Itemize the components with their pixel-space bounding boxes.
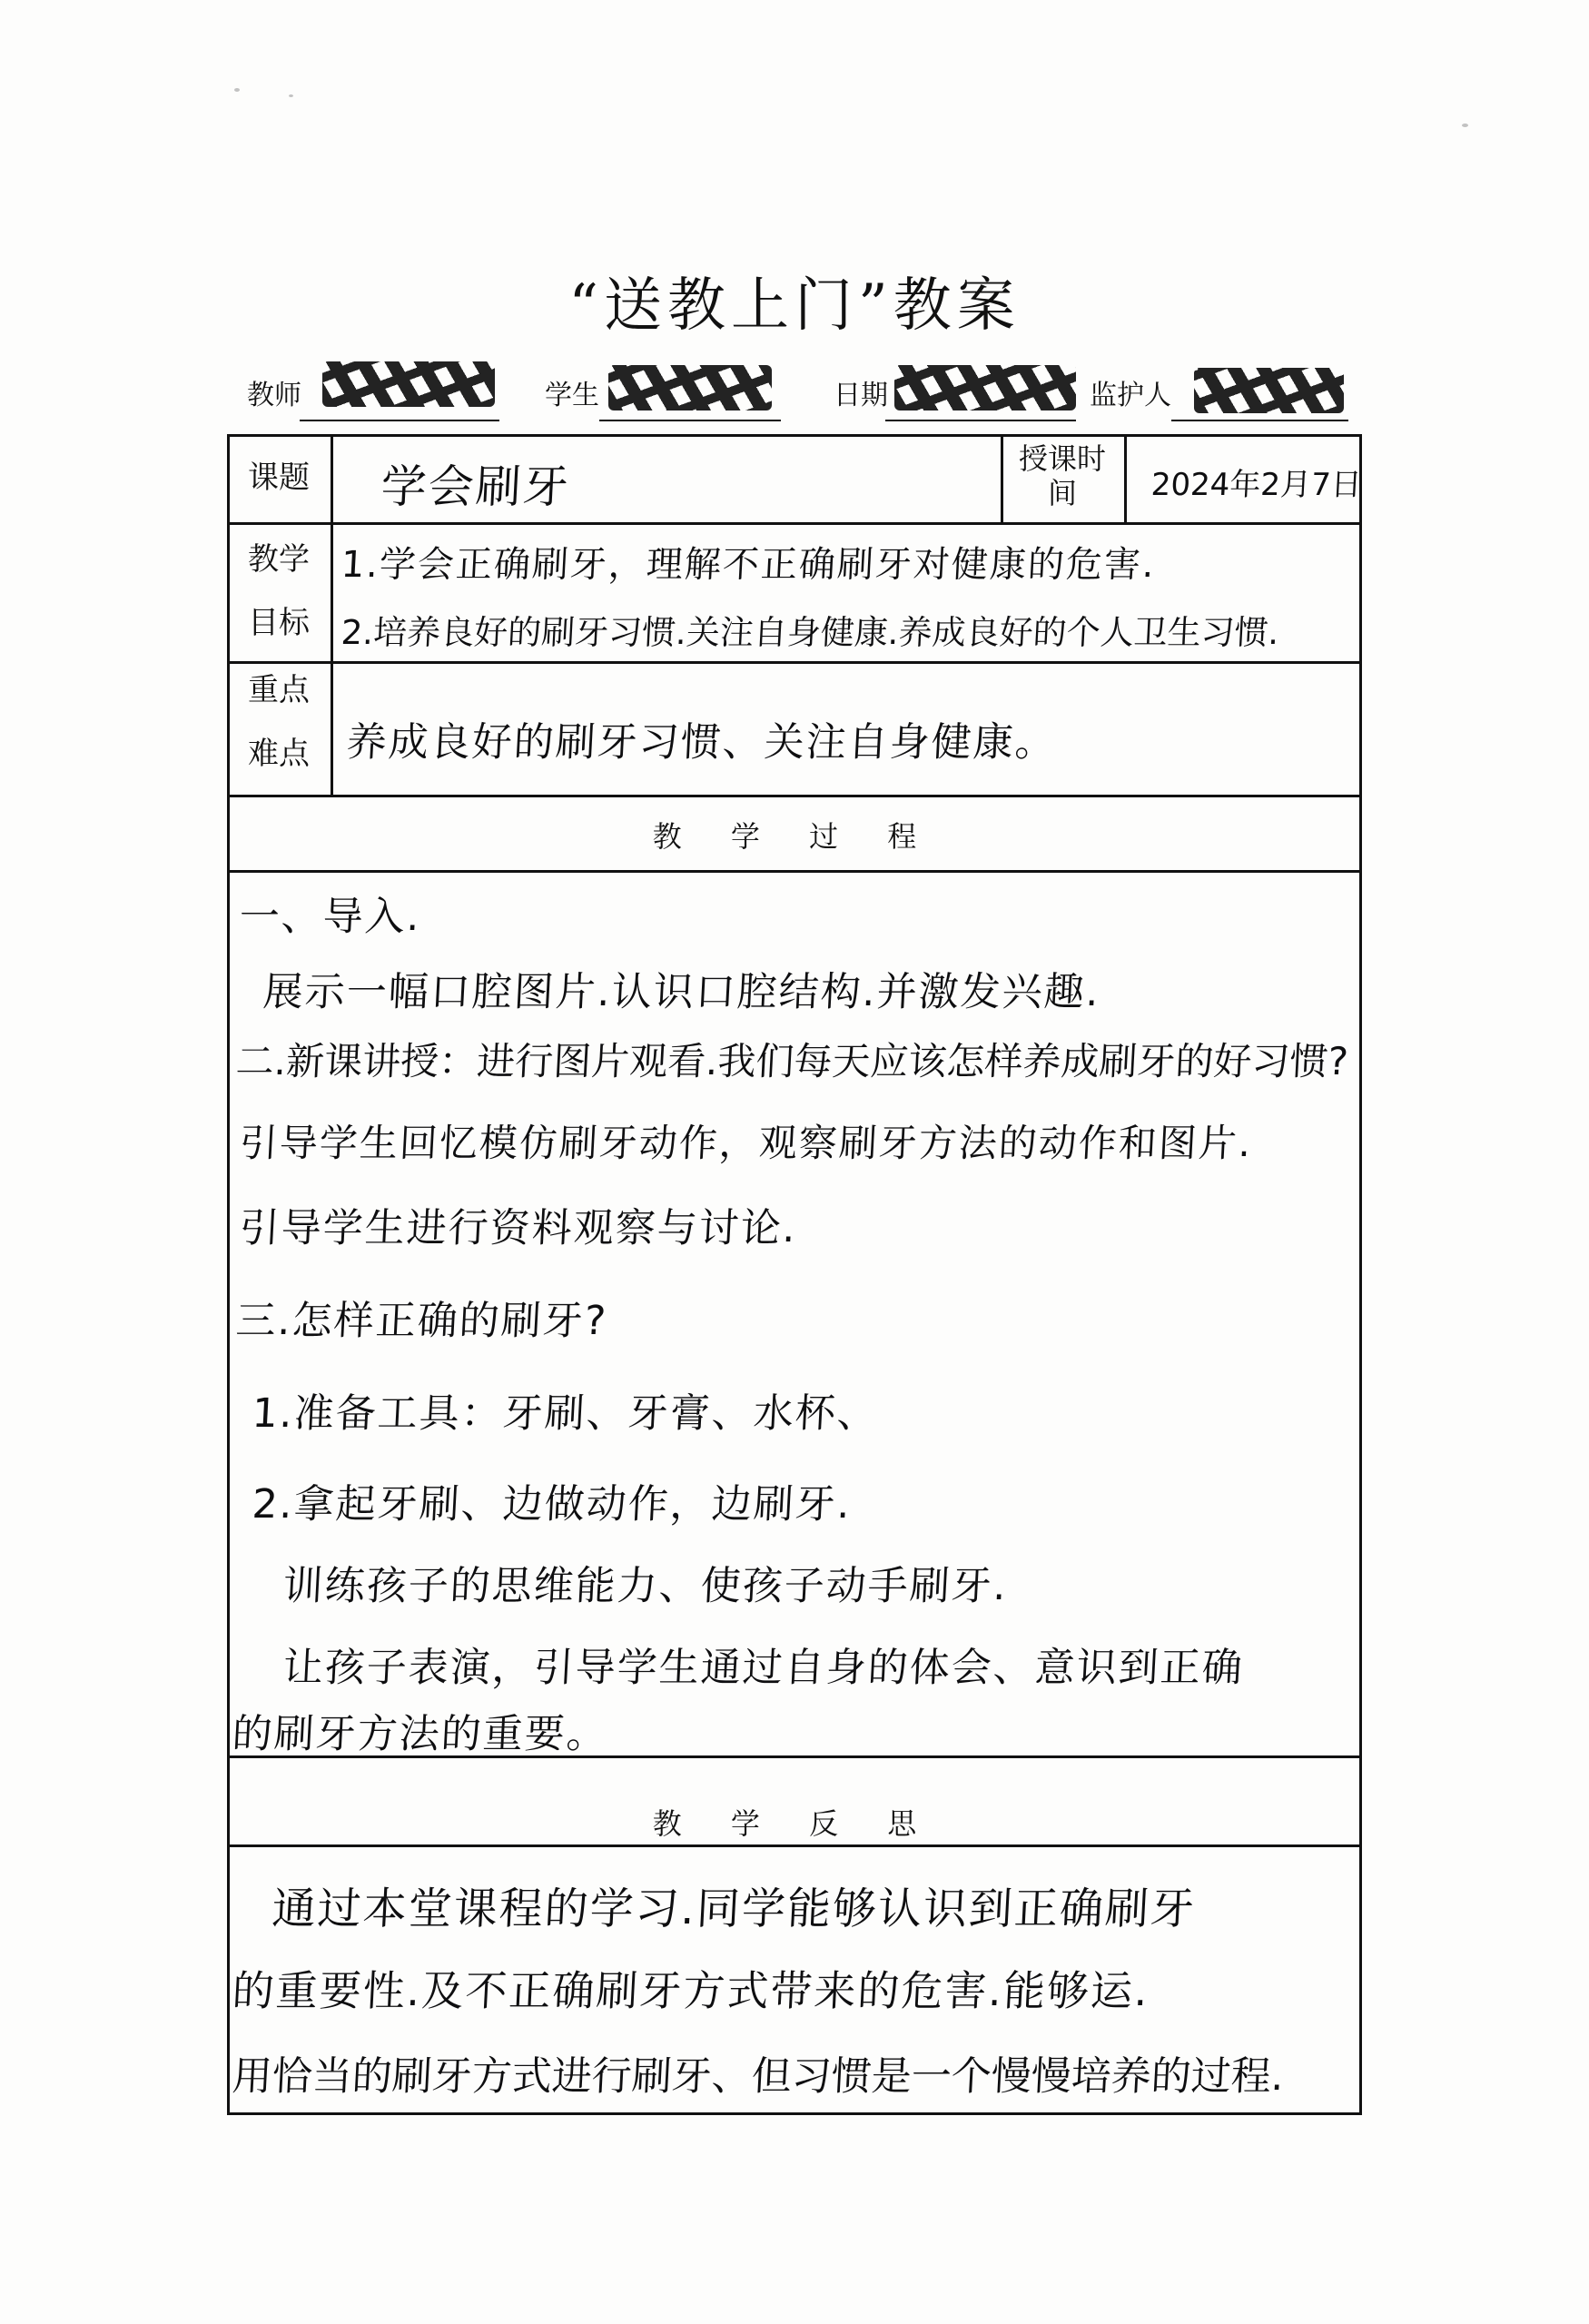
process-line: 一、导入. <box>238 894 423 940</box>
date-redaction <box>894 365 1076 410</box>
process-line: 2.拿起牙刷、边做动作，边刷牙. <box>251 1481 854 1528</box>
goals-label-bottom: 目标 <box>248 605 310 641</box>
reflection-line: 的重要性.及不正确刷牙方式带来的危害.能够运. <box>231 1966 1151 2015</box>
key-points-value: 养成良好的刷牙习惯、关注自身健康。 <box>345 719 1059 766</box>
student-redaction <box>608 365 772 410</box>
goal-1: 1.学会正确刷牙，理解不正确刷牙对健康的危害. <box>340 544 1157 586</box>
time-column-divider <box>1124 434 1127 522</box>
label-column-divider <box>331 434 333 795</box>
row-divider <box>227 795 1362 797</box>
goal-2: 2.培养良好的刷牙习惯.关注自身健康.养成良好的个人卫生习惯. <box>340 613 1280 652</box>
key-points-label-bottom: 难点 <box>248 736 310 772</box>
teacher-label: 教师 <box>247 380 301 411</box>
table-border-left <box>227 434 230 2114</box>
process-heading: 教 学 过 程 <box>652 819 937 854</box>
teacher-redaction <box>322 361 495 407</box>
row-divider <box>227 870 1362 873</box>
row-divider <box>227 522 1362 525</box>
topic-label: 课题 <box>248 460 310 496</box>
table-border-bottom <box>227 2112 1362 2115</box>
guardian-underline <box>1171 420 1348 421</box>
time-label: 授课时间 <box>1018 441 1106 511</box>
teacher-underline <box>300 420 499 421</box>
time-column-divider <box>1001 434 1003 522</box>
guardian-redaction <box>1194 368 1344 413</box>
process-line: 1.准备工具：牙刷、牙膏、水杯、 <box>251 1390 881 1437</box>
process-line: 引导学生回忆模仿刷牙动作，观察刷牙方法的动作和图片. <box>238 1121 1254 1165</box>
date-label: 日期 <box>834 380 888 411</box>
paper-speck <box>289 94 293 97</box>
table-border-right <box>1359 434 1362 2114</box>
student-underline <box>599 420 781 421</box>
goals-label-top: 教学 <box>248 541 310 578</box>
process-line: 让孩子表演，引导学生通过自身的体会、意识到正确 <box>281 1645 1246 1691</box>
date-underline <box>885 420 1076 421</box>
process-line: 训练孩子的思维能力、使孩子动手刷牙. <box>281 1563 1010 1609</box>
process-line: 引导学生进行资料观察与讨论. <box>238 1205 799 1251</box>
reflection-line: 用恰当的刷牙方式进行刷牙、但习惯是一个慢慢培养的过程. <box>231 2053 1286 2100</box>
paper-speck <box>1462 124 1468 127</box>
paper-speck <box>234 88 240 92</box>
reflection-heading: 教 学 反 思 <box>652 1806 937 1841</box>
guardian-label: 监护人 <box>1090 380 1171 411</box>
document-title: “送教上门”教案 <box>568 272 1021 340</box>
process-line: 展示一幅口腔图片.认识口腔结构.并激发兴趣. <box>262 969 1102 1015</box>
process-line: 二.新课讲授：进行图片观看.我们每天应该怎样养成刷牙的好习惯? <box>234 1039 1350 1083</box>
time-value: 2024年2月7日 <box>1150 467 1363 503</box>
process-line: 的刷牙方法的重要。 <box>231 1711 610 1757</box>
row-divider <box>227 1844 1362 1847</box>
reflection-line: 通过本堂课程的学习.同学能够认识到正确刷牙 <box>271 1884 1198 1934</box>
table-border-top <box>227 434 1362 437</box>
process-line: 三.怎样正确的刷牙? <box>234 1298 609 1344</box>
topic-value: 学会刷牙 <box>380 460 572 513</box>
student-label: 学生 <box>545 380 599 411</box>
row-divider <box>227 661 1362 664</box>
lesson-plan-table <box>227 434 1362 2114</box>
key-points-label-top: 重点 <box>248 672 310 708</box>
